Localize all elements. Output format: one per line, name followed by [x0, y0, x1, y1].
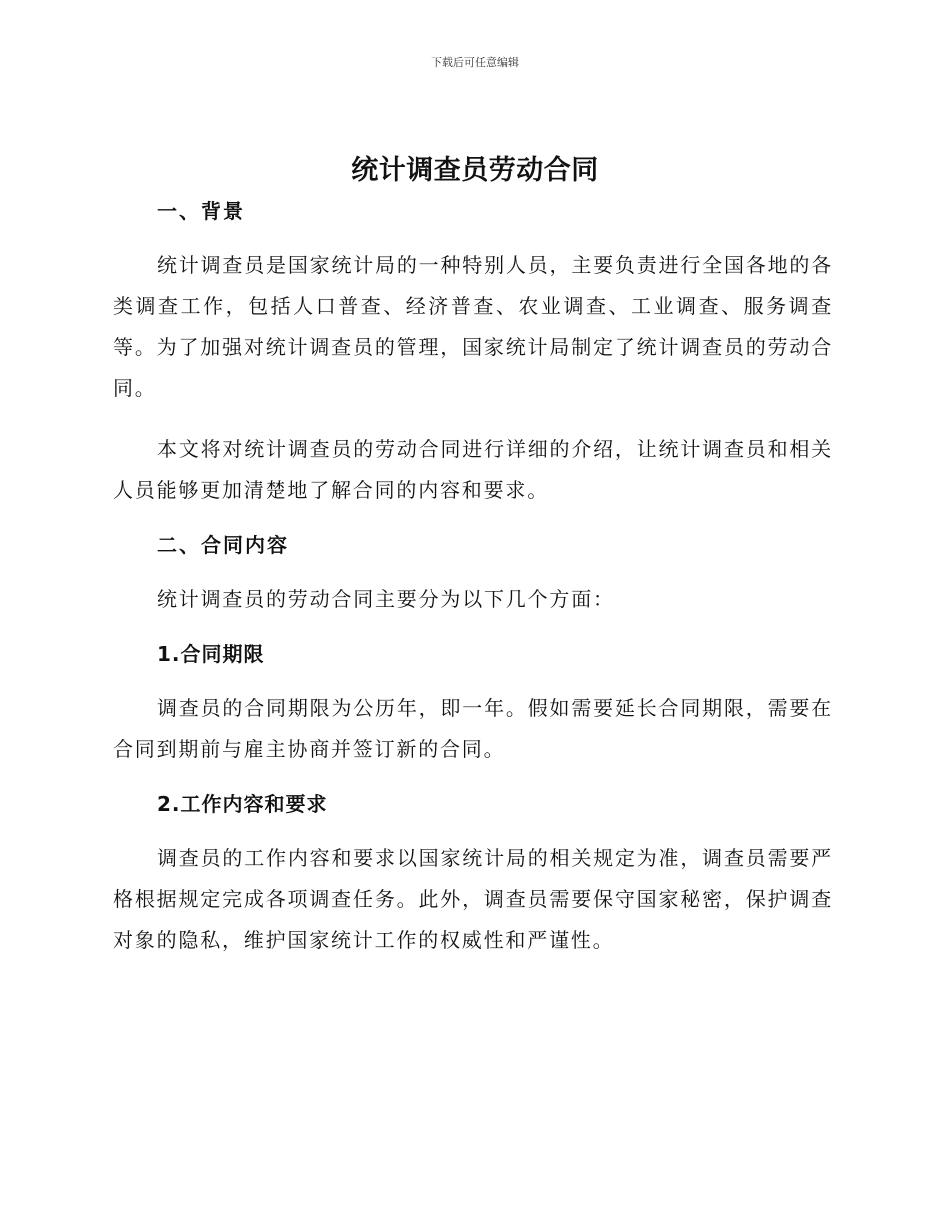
section-heading-background: 一、背景: [157, 199, 245, 223]
paragraph-background-2: 本文将对统计调查员的劳动合同进行详细的介绍，让统计调查员和相关人员能够更加清楚地了解合同的内容和要求。: [113, 437, 833, 502]
header-note: 下载后可任意编辑: [431, 56, 519, 69]
subheading-contract-term: 1.合同期限: [157, 642, 265, 666]
paragraph-work-content: 调查员的工作内容和要求以国家统计局的相关规定为准，调查员需要严格根据规定完成各项调查任务。此外，调查员需要保守国家秘密，保护调查对象的隐私，维护国家统计工作的权威性和严谨性。: [113, 846, 833, 952]
paragraph-contract-intro: 统计调查员的劳动合同主要分为以下几个方面：: [157, 587, 615, 611]
document-title: 统计调查员劳动合同: [351, 155, 599, 186]
section-heading-contract-content: 二、合同内容: [157, 533, 289, 557]
subheading-work-content: 2.工作内容和要求: [157, 792, 328, 816]
paragraph-background-1: 统计调查员是国家统计局的一种特别人员，主要负责进行全国各地的各类调查工作，包括人口普查、经济普查、农业调查、工业调查、服务调查等。为了加强对统计调查员的管理，国家统计局制定了统计调查员的劳动合同。: [113, 253, 833, 400]
paragraph-contract-term: 调查员的合同期限为公历年，即一年。假如需要延长合同期限，需要在合同到期前与雇主协商并签订新的合同。: [113, 696, 833, 761]
document-body: [113, 196, 833, 961]
